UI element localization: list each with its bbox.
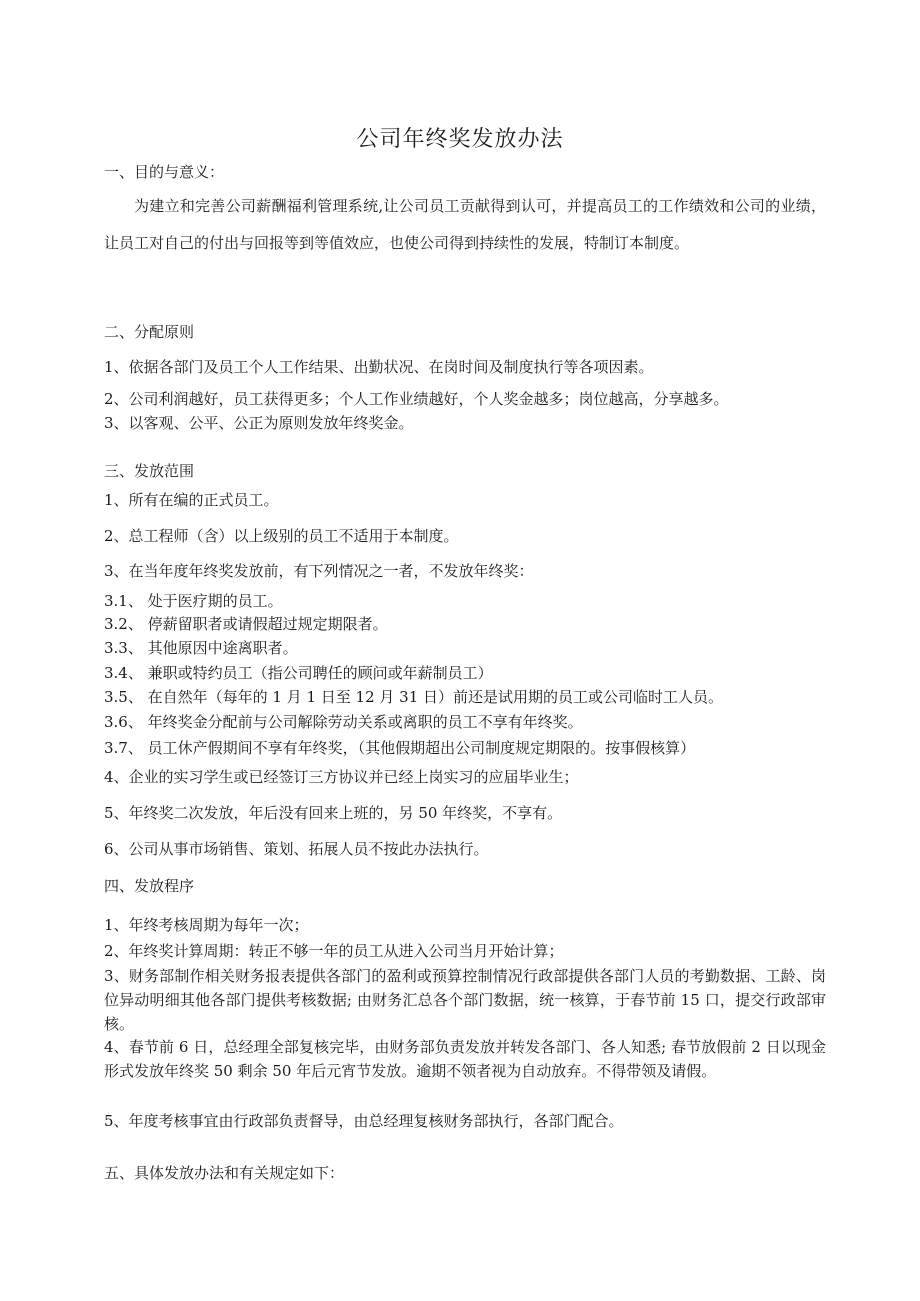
list-item: 1、所有在编的正式员工。	[104, 491, 279, 509]
section-heading-purpose: 一、目的与意义：	[104, 163, 225, 181]
list-item: 1、年终考核周期为每年一次；	[104, 916, 309, 934]
section-heading-procedure: 四、发放程序	[104, 877, 195, 895]
list-item: 2、总工程师（含）以上级别的员工不适用于本制度。	[104, 527, 459, 545]
list-item: 6、公司从事市场销售、策划、拓展人员不按此办法执行。	[104, 840, 489, 858]
section-heading-principles: 二、分配原则	[104, 323, 195, 341]
list-item: 5、年终奖二次发放，年后没有回来上班的，另 50 年终奖，不享有。	[104, 804, 563, 822]
document-title: 公司年终奖发放办法	[356, 127, 564, 152]
section-heading-details: 五、具体发放办法和有关规定如下：	[104, 1164, 345, 1182]
section-heading-scope: 三、发放范围	[104, 462, 195, 480]
list-item: 4、春节前 6 日，总经理全部复核完毕，由财务部负责发放并转发各部门、各人知悉; 春节放假前 2 日以现金形式发放年终奖 50 剩余 50 年后元宵节发放。逾期不领者视为自动放弃。不得带领及请假。	[104, 1038, 826, 1080]
list-item: 2、年终奖计算周期：转正不够一年的员工从进入公司当月开始计算；	[104, 942, 564, 960]
list-item: 3.3、 其他原因中途离职者。	[104, 639, 298, 657]
list-item: 1、依据各部门及员工个人工作结果、出勤状况、在岗时间及制度执行等各项因素。	[104, 358, 654, 376]
list-item: 3.6、 年终奖金分配前与公司解除劳动关系或离职的员工不享有年终奖。	[104, 713, 583, 731]
list-item: 3.4、 兼职或特约员工（指公司聘任的顾问或年薪制员工）	[104, 664, 493, 682]
list-item: 3.2、 停薪留职者或请假超过规定期限者。	[104, 615, 388, 633]
list-item: 3.7、 员工休产假期间不享有年终奖，（其他假期超出公司制度规定期限的。按事假核算）	[104, 739, 696, 757]
list-item: 2、公司利润越好，员工获得更多；个人工作业绩越好，个人奖金越多；岗位越高，分享越多。	[104, 390, 729, 408]
section-body-purpose: 为建立和完善公司薪酬福利管理系统,让公司员工贡献得到认可，并提高员工的工作绩效和公司的业绩，让员工对自己的付出与回报等到等值效应，也使公司得到持续性的发展，特制订本制度。	[104, 197, 826, 252]
list-item: 4、企业的实习学生或已经签订三方协议并已经上岗实习的应届毕业生；	[104, 768, 579, 786]
list-item: 3.5、 在自然年（每年的 1 月 1 日至 12 月 31 日）前还是试用期的员工或公司临时工人员。	[104, 688, 724, 706]
list-item: 3、以客观、公平、公正为原则发放年终奖金。	[104, 414, 414, 432]
list-item: 3、财务部制作相关财务报表提供各部门的盈利或预算控制情况行政部提供各部门人员的考勤数据、工龄、岗位异动明细其他各部门提供考核数据; 由财务汇总各个部门数据，统一核算，于春节前 15 口，提交行政部审核。	[104, 967, 826, 1033]
list-item: 3.1、 处于医疗期的员工。	[104, 592, 283, 610]
list-item: 5、年度考核事宜由行政部负责督导，由总经理复核财务部执行，各部门配合。	[104, 1112, 624, 1130]
list-item: 3、在当年度年终奖发放前，有下列情况之一者，不发放年终奖：	[104, 562, 534, 580]
